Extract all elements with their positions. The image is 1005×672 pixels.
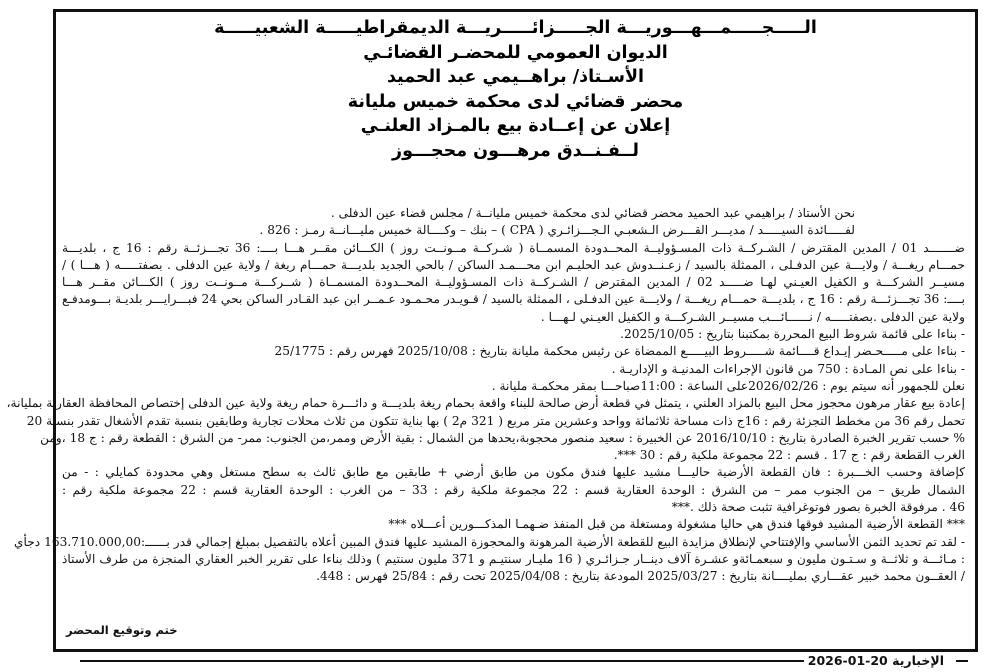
publication-date: الإخبارية 20-01-2026 (804, 653, 948, 669)
body-line-terms-list: - بناءا على قائمة شروط البيع المحررة بمكتبنا بتاريخ : 2025/10/05. (620, 327, 965, 342)
body-line-property-2: تحمل رقم 36 من مخطط التجزئة رقم : 16ج ذات مساحة ثلاثمائة وواحد وعشرين متر مربع ( 321 م2 ) بها بناية تتكون من ثلاث محلات تجارية وطابقين بنسبة تقدم الأشغال تقدر بنسبة 20 (26, 413, 965, 428)
body-line-debtor-2-cont: بــــ: 36 تجـــزئـــة رقم : 16 ج ، بلديـــة حمـــام ريغـــة / ولايـــة عين الدفـلى ، الممثلة بالسيد / قـويـدر محـمـود عـمــر ابن عبد القـادر الساكن بحي 24 فبـــرايـــر بلديـة بـــومدفـع (62, 292, 965, 307)
footer-rule-right (956, 660, 968, 662)
body-line-debtor-1: ضـــــــد 01 / المدين المقترض / الشـركــة ذات المسـؤوليــة المحــدودة المسمــاة ( شـركــة مــونــت روز ) الكـــائن مقــر هـــا بــــ: 36 تجـــزئــة رقم : 16 ج ، بلديـــة (62, 240, 965, 255)
bailiff-name: الأسـتاذ/ براهــيمي عبد الحميد (386, 67, 645, 87)
body-line-debtor-2-role: ولاية عين الدفلى .بصفتـــــه / نــــــائـــب مسيــر الشـركـــة و الكفيل العيـني لـهـــا . (540, 309, 965, 324)
body-line-occupancy-note: *** القطعة الأرضية المشيد فوقها فندق هي حاليا مشغولة ومستغلة من قبل المنفذ ضـهمـا المذكـــورين أعـــلاه *** (388, 517, 965, 532)
signature-label: ختم وتوقيع المحضر (66, 623, 178, 637)
body-line-price-3: / العقــون محمد خبير عقـــاري بمليــــانة بتاريخ : 2025/03/27 المودعة بتاريخ : 2025/04/08 تحت رقم : 25/84 فهرس : 448. (316, 569, 965, 584)
body-line-sale-date: نعلن للجمهور أنه سيتم يوم : 2026/02/26على الساعة : 11:00صباحـــا بمقر محكمـة مليانة . (491, 378, 965, 393)
footer-rule-left (80, 660, 815, 662)
body-line-price-1: - لقد تم تحديد الثمن الأساسي والإفتتاحي لإنطلاق مزايدة البيع للقطعة الأرضية المرهونة والمحجوزة المشيد عليها فندق المبين أعلاه بالتفصيل بمبلغ إجمالي قدر بــــــ:163.710.000,00 دجأي (14, 534, 965, 549)
office-title: الديوان العمومي للمحضـر القضائـي (363, 42, 668, 63)
body-line-beneficiary: لفـــــائدة السيـــــد / مديـــر القـــرض الـشعبـي الـجـــزائـري ( CPA ) – بنك – وكــــالة خميس مليـــانــة رمـز : 826 . (259, 223, 855, 238)
body-line-terms-deposit: - بناءا على مـــــحـضر إيـداع قــــائمة شـــــروط البيـــــع الممضاة عن رئيس محكمة مليانة بتاريخ : 2025/10/08 فهرس رقم : 25/1775 (274, 344, 965, 359)
body-line-debtor-2: مسيــر الشركـــة و الكفيل العيـني لهـا ضـــــد 02 / المدين المقترض / الشـركــة ذات المسـؤوليــة المحــدودة المسمــاة ( شــركـــة مــونــت روز ) الكـــائن مقــر هـــا (62, 275, 965, 290)
body-line-legal-article: - بناءا على نص المـادة : 750 من قانون الإجراءات المدنيـة و الإداريـة . (611, 361, 965, 376)
body-line-expertise-1: كإضافة وحسب الخـــبرة : فان القطعة الأرضية حاليـــا مشيد عليها فندق مكون من طابق أرضي + طابقين مع طابق ثالث به سطح مستغل وهي محدودة كمايلي : - من (62, 465, 965, 480)
body-line-property-1: إعادة بيع عقار مرهون محجوز محل البيع بالمزاد العلني ، يتمثل في قطعة أرض صالحة للبناء واقعة بحمام ريغة بلديـــة و دائـــرة حمام ريغة ولاية عين الدفلى إختصاص المحافظة العقارية بمليانة، (6, 396, 965, 411)
republic-title: الـــــجـــــمـــهـــوريـــة الجـــــزائـــــريـــة الديمقراطيـــــة الشعبيـــــة (214, 18, 817, 38)
document-header (56, 16, 975, 163)
body-line-property-4: الغرب القطعة رقم : ج 17 . قسم : 22 مجموعة ملكية رقم : 30 ***. (613, 448, 965, 463)
body-line-intro: نحن الأستاذ / براهيمي عبد الحميد محضر قضائي لدى محكمة خميس مليانــة / مجلس قضاء عين الدفلى . (330, 206, 855, 220)
publication-footer (80, 653, 980, 669)
court-title: محضر قضائي لدى محكمة خميس مليانة (347, 91, 684, 112)
body-line-expertise-3: 46 . مرفوقة الخبرة بصور فوتوغرافية تثبت صحة ذلك .*** (671, 500, 965, 515)
body-line-price-2: : مـائـــة و ثلاثــة و سـتـون مليون و سبعمـائةو عشـرة آلاف دينــار جـزائـري ( 16 مليـار سنتيـم و 371 مليون سنتيم ) وذلك بناءا على تقرير الخبر العقاري المنجزة من طرف الأستاذ (62, 551, 966, 566)
body-line-debtor-1-cont: حمـــام ريغـــة / ولايـــة عين الدفـلى ، الممثلة بالسيد / زعـنــدوش عبد الحليـم ابن محـــمـد الساكن / بالحي الجديد بلديـــة حمـــام ريغة / ولاية عين الدفلى . بصفتـــــه ( هـــا ) / (62, 257, 965, 272)
announcement-title: إعلان عن إعــادة بيع بالمـزاد العلنـي (360, 116, 671, 136)
body-line-expertise-2: الشمال طريق – من الجنوب ممر – من الشرق : الوحدة العقارية قسم : 22 مجموعة ملكية رقم : 33 – من الغرب : الوحدة العقارية قسم : 22 مجموعة ملكية رقم : (62, 482, 965, 497)
announcement-body (6, 205, 966, 586)
subject-title: لــفـنــدق مرهـــون محجـــوز (392, 140, 639, 161)
announcement-frame (6, 9, 978, 652)
body-line-property-3: % حسب تقرير الخبرة الصادرة بتاريخ : 2016/10/10 عن الخبيرة : سعيد منصور محجوبة،يحدها من الشمال : بقية الأرض وممر،من الجنوب: ممر- من الشرق : القطعة رقم : ج 18 ،ومن (40, 430, 965, 445)
